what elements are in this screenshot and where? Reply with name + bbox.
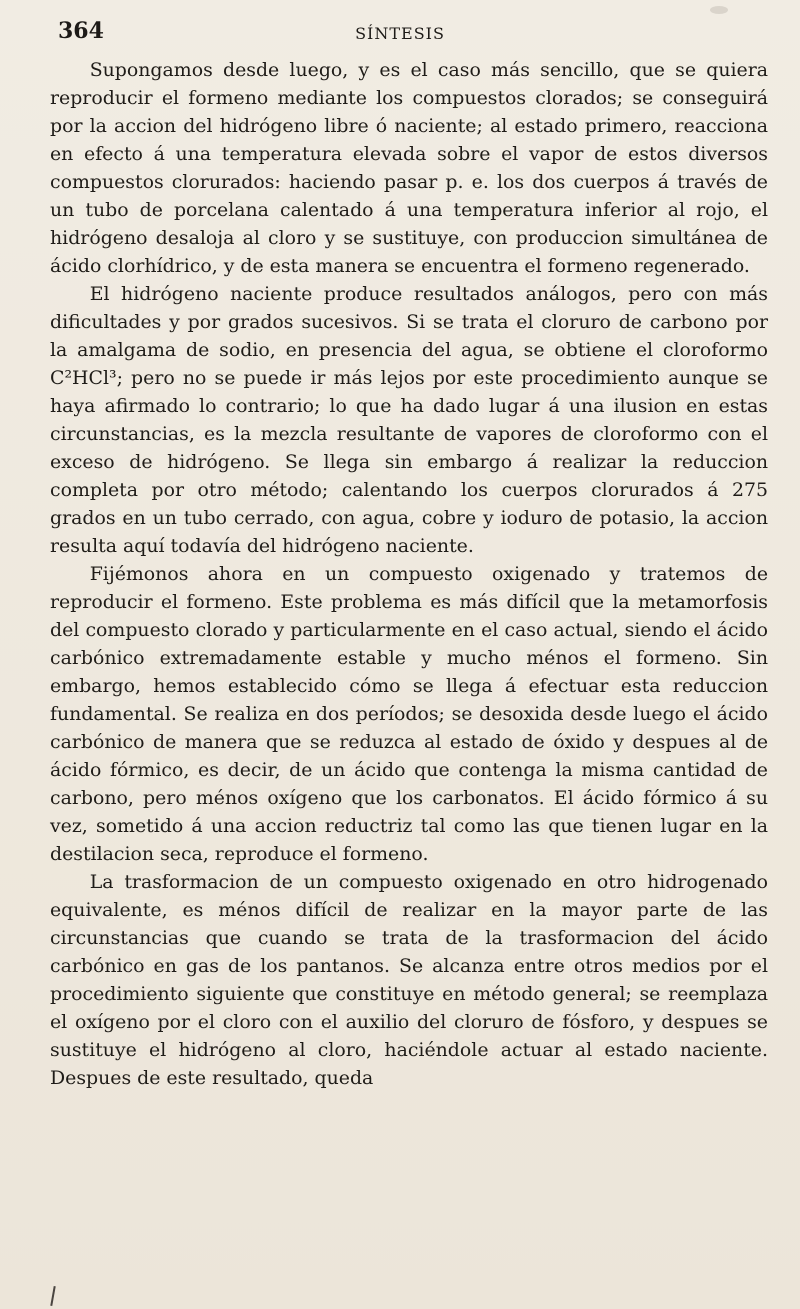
- paragraph: El hidrógeno naciente produce resultados análogos, pero con más dificultades y por grados sucesivos. Si se trata el cloruro de carbono por la amalgama de sodio, en presencia del agua, se obtiene el cloroformo C²HCl³; pero no se puede ir más lejos por este procedimiento aunque se haya afirmado lo contrario; lo que ha dado lugar á una ilusion en estas circunstancias, es la mezcla resultante de vapores de cloroformo con el exceso de hidrógeno. Se llega sin embargo á realizar la reduccion completa por otro método; calentando los cuerpos clorurados á 275 grados en un tubo cerrado, con agua, cobre y ioduro de potasio, la accion resulta aquí todavía del hidrógeno naciente.: [50, 283, 768, 557]
- paragraph: Fijémonos ahora en un compuesto oxigenado y tratemos de reproducir el formeno. Este problema es más difícil que la metamorfosis del compuesto clorado y particularmente en el caso actual, siendo el ácido carbónico extremadamente estable y mucho ménos el formeno. Sin embargo, hemos establecido cómo se llega á efectuar esta reduccion fundamental. Se realiza en dos períodos; se desoxida desde luego el ácido carbónico de manera que se reduzca al estado de óxido y despues al de ácido fórmico, es decir, de un ácido que contenga la misma cantidad de carbono, pero ménos oxígeno que los carbonatos. El ácido fórmico á su vez, sometido á una accion reductriz tal como las que tienen lugar en la destilacion seca, reproduce el formeno.: [50, 563, 768, 865]
- paragraph: La trasformacion de un compuesto oxigenado en otro hidrogenado equivalente, es ménos difícil de realizar en la mayor parte de las circunstancias que cuando se trata de la trasformacion del ácido carbónico en gas de los pantanos. Se alcanza entre otros medios por el procedimiento siguiente que constituye en método general; se reemplaza el oxígeno por el cloro con el auxilio del cloruro de fósforo, y despues se sustituye el hidrógeno al cloro, haciéndole actuar al estado naciente. Despues de este resultado, queda: [50, 871, 768, 1089]
- paragraph: Supongamos desde luego, y es el caso más sencillo, que se quiera reproducir el formeno mediante los compuestos clorados; se conseguirá por la accion del hidrógeno libre ó naciente; al estado primero, reacciona en efecto á una temperatura elevada sobre el vapor de estos diversos compuestos clorurados: haciendo pasar p. e. los dos cuerpos á través de un tubo de porcelana calentado á una temperatura inferior al rojo, el hidrógeno desaloja al cloro y se sustituye, con produccion simultánea de ácido clorhídrico, y de esta manera se encuentra el formeno regenerado.: [50, 59, 768, 277]
- page-header: [50, 18, 750, 58]
- page-number: 364: [58, 18, 104, 44]
- paper-stain: [710, 6, 728, 14]
- body-text: [50, 56, 768, 1092]
- ink-mark: [50, 1286, 55, 1306]
- running-head: SÍNTESIS: [355, 24, 445, 43]
